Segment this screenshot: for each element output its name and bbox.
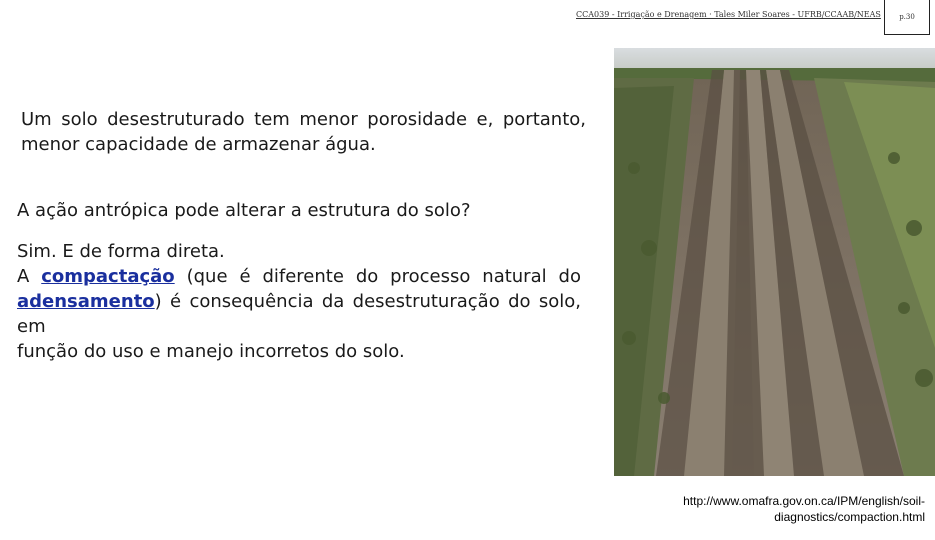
soil-furrows-photo bbox=[614, 48, 935, 476]
page-number-box bbox=[884, 0, 930, 35]
answer-mid2: ) é consequência da desestruturação do solo, em bbox=[17, 291, 581, 337]
answer-line-3 bbox=[17, 289, 581, 339]
question-anthropic-action: A ação antrópica pode alterar a estrutura do solo? bbox=[17, 200, 471, 221]
answer-intro: Sim. E de forma direta. bbox=[17, 241, 225, 262]
answer-end: função do uso e manejo incorretos do solo. bbox=[17, 341, 405, 362]
answer-paragraph bbox=[17, 239, 581, 364]
course-header: CCA039 - Irrigação e Drenagem · Tales Miler Soares - UFRB/CCAAB/NEAS bbox=[576, 10, 881, 19]
term-densification: adensamento bbox=[17, 291, 155, 312]
image-source-citation bbox=[625, 493, 925, 525]
answer-line-2 bbox=[17, 264, 581, 289]
page-number: p.30 bbox=[899, 13, 915, 21]
source-line-1: http://www.omafra.gov.on.ca/IPM/english/soil- bbox=[683, 494, 925, 508]
paragraph-porosity: Um solo desestruturado tem menor porosidade e, portanto, menor capacidade de armazenar água. bbox=[21, 109, 586, 155]
term-compaction: compactação bbox=[41, 266, 175, 287]
source-line-2: diagnostics/compaction.html bbox=[774, 510, 925, 524]
answer-mid1: (que é diferente do processo natural do bbox=[174, 266, 581, 287]
answer-prefix: A bbox=[17, 266, 42, 287]
